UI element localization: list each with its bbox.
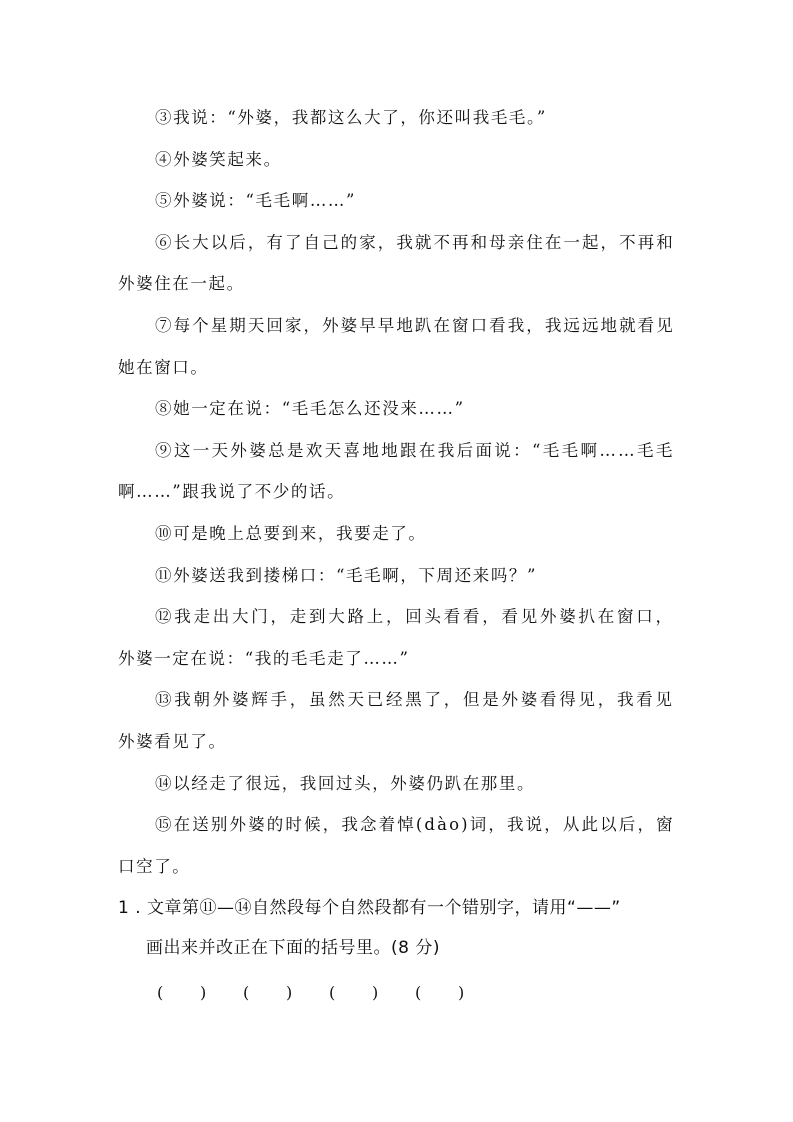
paragraph-11-line-1: ⑪外婆送我到搂梯口：“毛毛啊，下周还来吗？”	[155, 566, 538, 585]
paragraph-9-line-1: ⑨这一天外婆总是欢天喜地地跟在我后面说：“毛毛啊……毛毛	[155, 441, 675, 460]
paragraph-3-line-1: ③我说：“外婆，我都这么大了，你还叫我毛毛。”	[155, 108, 547, 127]
paragraph-15-line-1: ⑮在送别外婆的时候，我念着悼(dào)词，我说，从此以后，窗	[155, 815, 675, 834]
blank-2-close: )	[286, 983, 293, 1002]
paragraph-4-line-1: ④外婆笑起来。	[155, 150, 282, 169]
paragraph-13-line-2: 外婆看见了。	[118, 732, 227, 751]
paragraph-8-line-1: ⑧她一定在说：“毛毛怎么还没来……”	[155, 399, 465, 418]
paragraph-9-line-2: 啊……”跟我说了不少的话。	[118, 482, 346, 501]
blank-4-close: )	[458, 983, 465, 1002]
blank-1-close: )	[200, 983, 207, 1002]
paragraph-13-line-1: ⑬我朝外婆辉手，虽然天已经黑了，但是外婆看得见，我看见	[155, 690, 675, 709]
paragraph-5-line-1: ⑤外婆说：“毛毛啊……”	[155, 191, 357, 210]
paragraph-10-line-1: ⑩可是晚上总要到来，我要走了。	[155, 524, 427, 543]
paragraph-6-line-2: 外婆住在一起。	[118, 274, 245, 293]
question-1-line-2: 画出来并改正在下面的括号里。(8 分)	[146, 938, 440, 958]
blank-1-open: (	[157, 983, 164, 1002]
paragraph-12-line-1: ⑫我走出大门，走到大路上，回头看看，看见外婆扒在窗口，	[155, 607, 675, 626]
question-1-line-1: 1 . 文章第⑪—⑭自然段每个自然段都有一个错别字，请用“——”	[118, 898, 621, 918]
blank-3-open: (	[329, 983, 336, 1002]
paragraph-7-line-2: 她在窗口。	[118, 358, 209, 377]
blank-4-open: (	[415, 983, 422, 1002]
paragraph-12-line-2: 外婆一定在说：“我的毛毛走了……”	[118, 649, 410, 668]
blank-2-open: (	[243, 983, 250, 1002]
blank-3-close: )	[372, 983, 379, 1002]
paragraph-6-line-1: ⑥长大以后，有了自己的家，我就不再和母亲住在一起，不再和	[155, 233, 675, 252]
paragraph-7-line-1: ⑦每个星期天回家，外婆早早地趴在窗口看我，我远远地就看见	[155, 316, 675, 335]
paragraph-14-line-1: ⑭以经走了很远，我回过头，外婆仍趴在那里。	[155, 774, 536, 793]
paragraph-15-line-2: 口空了。	[118, 857, 191, 876]
answer-blanks	[157, 983, 501, 1002]
